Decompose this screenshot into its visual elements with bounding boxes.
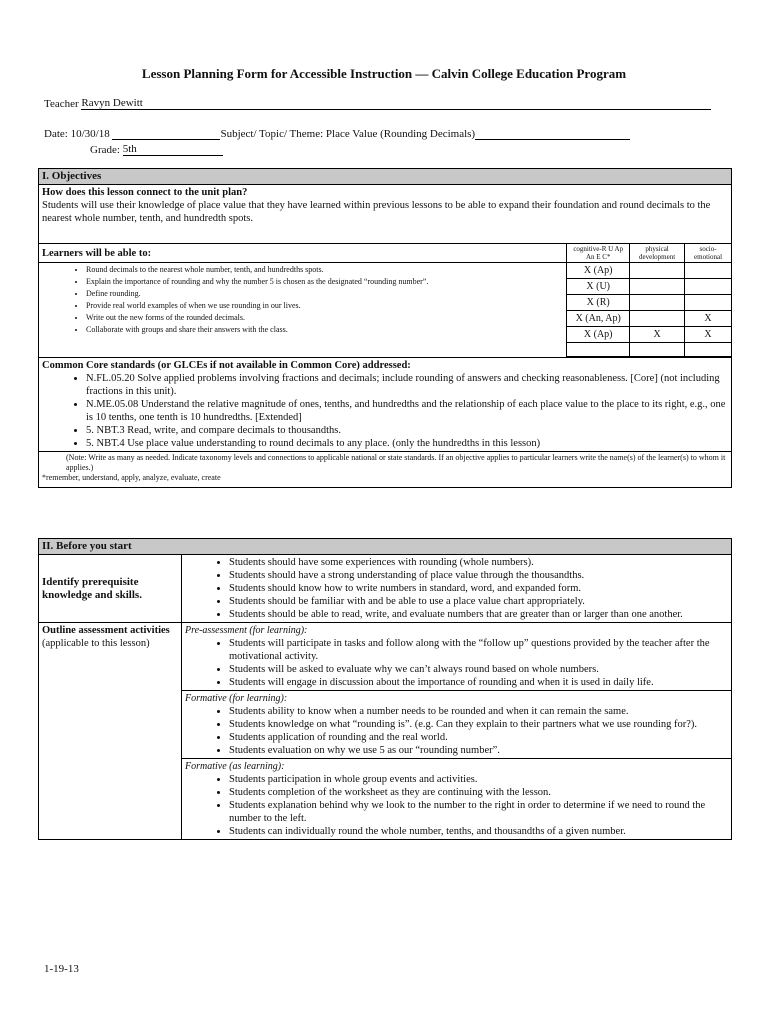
socio-mark: [685, 263, 732, 279]
assess-label: Outline assessment activities: [42, 625, 170, 636]
objective-item: • Write out the new forms of the rounded decimals.: [86, 312, 563, 324]
formative-item: • Students evaluation on why we use 5 as our “rounding number”.: [229, 744, 728, 757]
prereq-item: • Students should be able to read, write, and evaluate numbers that are greater than or larger than one another.: [229, 608, 728, 621]
unit-plan-answer: Students will use their knowledge of place value that they have learned within previous lessons to be able to expand their foundation and round decimals to the nearest whole number, tenth, and hundredth spots.: [42, 200, 711, 224]
socio-mark: [685, 279, 732, 295]
formative-item: • Students participation in whole group events and activities.: [229, 773, 728, 786]
standard-item: • 5. NBT.3 Read, write, and compare decimals to thousandths.: [86, 424, 728, 437]
cog-mark: X (Ap): [567, 263, 630, 279]
standard-item: • 5. NBT.4 Use place value understanding to round decimals to any place. (only the hundredths in this lesson): [86, 437, 728, 450]
prereq-item: • Students should have some experiences with rounding (whole numbers).: [229, 556, 728, 569]
cog-mark: X (An, Ap): [567, 311, 630, 327]
standard-item: • N.FL.05.20 Solve applied problems involving fractions and decimals; include rounding of answers and checking reasonableness. [Core] (not including fractions in this unit).: [86, 372, 728, 398]
cog-mark: X (R): [567, 295, 630, 311]
taxonomy-footnote: *remember, understand, apply, analyze, evaluate, create: [42, 473, 221, 482]
formative-for-cell: [182, 691, 732, 759]
cog-mark: X (U): [567, 279, 630, 295]
before-table: [38, 538, 732, 840]
teacher-name: Ravyn Dewitt: [81, 97, 143, 109]
grade-label: Grade:: [90, 144, 120, 156]
socio-mark: [685, 295, 732, 311]
prereq-cell: [182, 555, 732, 623]
objective-item: • Collaborate with groups and share their answers with the class.: [86, 324, 563, 336]
unit-plan-question: How does this lesson connect to the unit plan?: [42, 187, 248, 198]
pre-item: • Students will engage in discussion about the importance of rounding and when it is used in daily life.: [229, 676, 728, 689]
phys-mark: [630, 343, 685, 357]
assess-sub: (applicable to this lesson): [42, 638, 150, 649]
objective-item: • Define rounding.: [86, 288, 563, 300]
col-socio: socio-emotional: [685, 244, 732, 263]
subject-label: Subject/ Topic/ Theme:: [220, 128, 324, 140]
pre-item: • Students will participate in tasks and follow along with the “follow up” questions provided by the teacher after the motivational activity.: [229, 637, 728, 663]
prereq-item: • Students should know how to write numbers in standard, word, and expanded form.: [229, 582, 728, 595]
teacher-label: Teacher: [44, 98, 79, 110]
objective-item: • Round decimals to the nearest whole number, tenth, and hundredths spots.: [86, 264, 563, 276]
prereq-item: • Students should be familiar with and be able to use a place value chart appropriately.: [229, 595, 728, 608]
objectives-table: [38, 168, 732, 488]
objectives-list: [42, 264, 563, 336]
note-cell: [39, 452, 732, 488]
standards-label: Common Core standards (or GLCEs if not available in Common Core) addressed:: [42, 360, 411, 371]
note-text: (Note: Write as many as needed. Indicate taxonomy levels and connections to applicable national or state standards. If an objective applies to particular learners write the name(s) of the learner(s) to whom it applies.): [66, 453, 726, 472]
pre-assessment-label: Pre-assessment (for learning):: [185, 625, 308, 636]
subject-underline: [475, 127, 630, 140]
page-title: Lesson Planning Form for Accessible Instruction — Calvin College Education Program: [141, 66, 627, 81]
formative-as-label: Formative (as learning):: [185, 761, 285, 772]
pre-assessment-list: [185, 637, 728, 689]
col-cognitive: cognitive-R U Ap An E C*: [567, 244, 630, 263]
cog-mark: X (Ap): [567, 327, 630, 343]
grade-line: [90, 143, 223, 156]
teacher-field: [81, 97, 711, 110]
grade-field: [123, 143, 223, 156]
pre-assessment-cell: [182, 623, 732, 691]
objectives-header: I. Objectives: [39, 169, 732, 185]
standards-cell: [39, 358, 732, 452]
objective-item: • Provide real world examples of when we use rounding in our lives.: [86, 300, 563, 312]
prereq-list: [185, 556, 728, 621]
assess-label-cell: [39, 623, 182, 840]
socio-mark: X: [685, 311, 732, 327]
unit-plan-cell: [39, 185, 732, 244]
socio-mark: [685, 343, 732, 357]
formative-as-cell: [182, 759, 732, 840]
objectives-list-cell: [39, 263, 567, 358]
grade-value: 5th: [122, 143, 137, 155]
phys-mark: [630, 311, 685, 327]
formative-for-list: [185, 705, 728, 757]
phys-mark: [630, 295, 685, 311]
formative-as-list: [185, 773, 728, 838]
cog-mark: [567, 343, 630, 357]
objective-item: • Explain the importance of rounding and why the number 5 is chosen as the designated “rounding number”.: [86, 276, 563, 288]
page-footer-date: 1-19-13: [44, 963, 79, 975]
socio-mark: X: [685, 327, 732, 343]
phys-mark: [630, 279, 685, 295]
formative-item: • Students explanation behind why we look to the number to the right in order to determine if we need to round the number to the left.: [229, 799, 728, 825]
formative-item: • Students ability to know when a number needs to be rounded and when it can remain the same.: [229, 705, 728, 718]
col-physical: physical development: [630, 244, 685, 263]
standards-list: [42, 372, 728, 450]
date-label: Date:: [44, 128, 68, 140]
formative-item: • Students application of rounding and the real world.: [229, 731, 728, 744]
formative-item: • Students can individually round the whole number, tenths, and thousandths of a given number.: [229, 825, 728, 838]
teacher-line: [44, 97, 711, 110]
date-underline: [112, 127, 220, 140]
prereq-item: • Students should have a strong understanding of place value through the thousandths.: [229, 569, 728, 582]
standard-item: • N.ME.05.08 Understand the relative magnitude of ones, tenths, and hundredths and the relationship of each place value to the place to its right, e.g., one is 10 tenths, one tenth is 10 hundredths. [Extended]: [86, 398, 728, 424]
phys-mark: X: [630, 327, 685, 343]
learners-label: Learners will be able to:: [39, 244, 567, 263]
formative-for-label: Formative (for learning):: [185, 693, 288, 704]
formative-item: • Students knowledge on what “rounding is”. (e.g. Can they explain to their partners what we use rounding for?).: [229, 718, 728, 731]
date-value: 10/30/18: [70, 128, 110, 140]
subject-value: Place Value (Rounding Decimals): [325, 128, 476, 140]
phys-mark: [630, 263, 685, 279]
prereq-label: Identify prerequisite knowledge and skills.: [39, 555, 182, 623]
formative-item: • Students completion of the worksheet as they are continuing with the lesson.: [229, 786, 728, 799]
before-header: II. Before you start: [39, 539, 732, 555]
pre-item: • Students will be asked to evaluate why we can’t always round based on whole numbers.: [229, 663, 728, 676]
date-line: [44, 127, 630, 140]
